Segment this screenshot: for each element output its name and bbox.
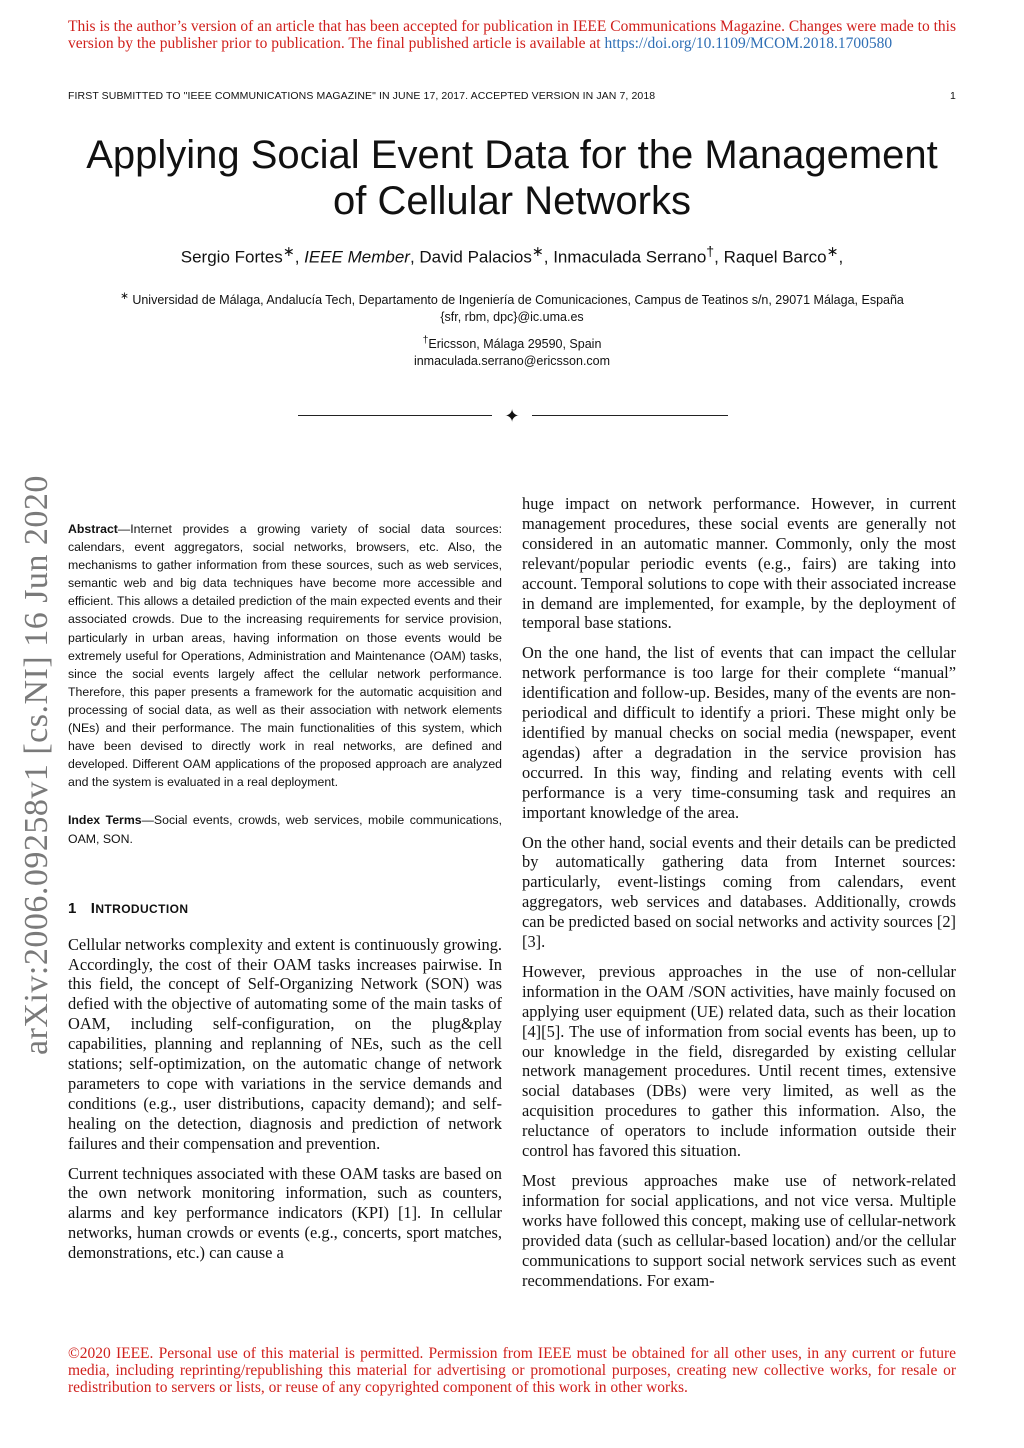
affiliation-uma-text: Universidad de Málaga, Andalucía Tech, Departamento de Ingeniería de Comunicaciones, Campus de Teatinos s/n, 29071 Málaga, España xyxy=(132,293,904,308)
section-heading-introduction xyxy=(68,900,502,917)
affiliation-uma-emails: {sfr, rbm, dpc}@ic.uma.es xyxy=(440,310,584,325)
body-paragraph: On the one hand, the list of events that can impact the cellular network performance is too large for their complete “manual” identification and follow-up. Besides, many of the events are non-periodical and difficult to identify a priori. These might only be identified by manual checks on social media (newspaper, event agendas) after a degradation in the service provision has occurred. In this way, finding and relating events with cell performance is a very time-consuming task and requires an important knowledge of the area. xyxy=(522,643,956,822)
separator-line-left xyxy=(298,415,492,416)
dagger-mark: † xyxy=(706,244,715,260)
left-column xyxy=(68,520,502,1273)
abstract xyxy=(68,520,502,791)
body-paragraph: Cellular networks complexity and extent is continuously growing. Accordingly, the cost of their OAM tasks increases pairwise. In this field, the concept of Self-Organizing Network (SON) was defied with the objective of automating some of the main tasks of OAM, including self-configuration, on the plug&play capabilities, planning and replanning of NEs, such as the cell stations; self-optimization, on the automatic change of network parameters to cope with variations in the service demands and conditions (e.g., user distributions, capacity demand); and self-healing on the detection, diagnosis and prediction of network failures and their compensation and prevention. xyxy=(68,934,502,1153)
running-head xyxy=(68,90,956,102)
star-mark: ∗ xyxy=(282,244,295,260)
title-separator xyxy=(0,404,1024,428)
separator-line-right xyxy=(532,415,728,416)
affiliation-ericsson xyxy=(40,332,984,370)
index-terms xyxy=(68,811,502,847)
dagger-mark: † xyxy=(422,335,429,346)
abstract-label: Abstract xyxy=(68,522,118,536)
star-mark: ∗ xyxy=(531,244,544,260)
index-terms-text: —Social events, crowds, web services, mobile communications, OAM, SON. xyxy=(68,813,502,846)
body-paragraph: However, previous approaches in the use of non-cellular information in the OAM /SON activities, have mainly focused on applying user equipment (UE) related data, such as their location [4][5]. The use of information from social events has been, up to our knowledge in the field, disregarded by existing cellular network management procedures. Until recent times, extensive social databases (DBs) were very limited, as well as the acquisition procedures to gather this information. Also, the reluctance of operators to include information outside their control has favored this situation. xyxy=(522,961,956,1161)
doi-link[interactable]: https://doi.org/10.1109/MCOM.2018.1700580 xyxy=(604,35,893,52)
arxiv-stamp: arXiv:2006.09258v1 [cs.NI] 16 Jun 2020 xyxy=(18,475,55,1055)
body-paragraph: Most previous approaches make use of network-related information for social applications, and not vice versa. Multiple works have followed this concept, making use of cellular-network provided data (such as cellular-based location) and/or the cellular communications to support social network services such as event recommendations. For exam- xyxy=(522,1171,956,1290)
author-1-role: IEEE Member xyxy=(304,247,410,267)
author-4: Raquel Barco xyxy=(723,247,827,267)
star-mark: ∗ xyxy=(826,244,839,260)
affiliation-uma xyxy=(40,288,984,326)
affiliation-ericsson-text: Ericsson, Málaga 29590, Spain xyxy=(428,337,602,352)
separator-diamond-icon: ✦ xyxy=(504,406,520,426)
author-1: Sergio Fortes xyxy=(180,247,283,267)
section-title-rest: NTRODUCTION xyxy=(95,901,189,916)
body-paragraph: On the other hand, social events and their details can be predicted by automatically gathering data from Internet sources: particularly, event-listings coming from calendars, event aggregators, web services and databases. Additionally, crowds can be predicted based on social networks and activity sources [2][3]. xyxy=(522,832,956,952)
body-paragraph: Current techniques associated with these OAM tasks are based on the own network monitoring information, such as counters, alarms and key performance indicators (KPI) [1]. In cellular networks, human crowds or events (e.g., concerts, sport matches, demonstrations, etc.) can cause a xyxy=(68,1163,502,1263)
copyright-notice: ©2020 IEEE. Personal use of this material is permitted. Permission from IEEE must be obtained for all other uses, in any current or future media, including reprinting/republishing this material for advertising or promotional purposes, creating new collective works, for resale or redistribution to servers or lists, or reuse of any copyrighted component of this work in other works. xyxy=(68,1345,956,1396)
title-line-2: of Cellular Networks xyxy=(333,179,691,223)
publication-notice-text: This is the author’s version of an article that has been accepted for publication in IEEE Communications Magazine. Changes were made to this version by the publisher prior to publication. The final published article is available at xyxy=(68,18,956,52)
author-3: Inmaculada Serrano xyxy=(553,247,707,267)
body-paragraph: huge impact on network performance. However, in current management procedures, these social events are generally not considered in an automatic manner. Commonly, only the most relevant/popular periodic events (e.g., fairs) are taking into account. Temporal solutions to cope with their associated increase in demand are implemented, for example, by the deployment of temporal base stations. xyxy=(522,494,956,633)
author-2: David Palacios xyxy=(419,247,532,267)
star-mark: ∗ xyxy=(120,291,129,302)
title-line-1: Applying Social Event Data for the Management xyxy=(86,133,938,177)
section-number: 1 xyxy=(68,899,77,917)
section-title-initial: I xyxy=(90,899,96,917)
paper-title xyxy=(40,132,984,224)
right-column xyxy=(522,494,956,1300)
affiliation-ericsson-email: inmaculada.serrano@ericsson.com xyxy=(413,354,611,369)
index-terms-label: Index Terms xyxy=(68,813,142,828)
page-number: 1 xyxy=(950,90,956,102)
running-head-text: FIRST SUBMITTED TO "IEEE COMMUNICATIONS MAGAZINE" IN JUNE 17, 2017. ACCEPTED VERSION IN JAN 7, 2018 xyxy=(68,90,656,102)
abstract-text: —Internet provides a growing variety of social data sources: calendars, event aggregators, social networks, browsers, etc. Also, the mechanisms to gather information from these sources, such as web services, semantic web and big data techniques have become more accessible and efficient. This allows a detailed prediction of the main expected events and their associated crowds. Due to the increasing requirements for service provision, particularly in urban areas, having information on those events would be extremely useful for Operations, Administration and Maintenance (OAM) tasks, since the social events largely affect the cellular network performance. Therefore, this paper presents a framework for the automatic acquisition and processing of social data, as well as their association with network elements (NEs) and their performance. The main functionalities of this system, which have been devised to directly work in real networks, are defined and developed. Different OAM applications of the proposed approach are analyzed and the system is evaluated in a real deployment. xyxy=(68,522,502,790)
publication-notice xyxy=(68,18,956,52)
author-list: Sergio Fortes∗, IEEE Member, David Palacios∗, Inmaculada Serrano†, Raquel Barco∗, xyxy=(180,244,844,267)
